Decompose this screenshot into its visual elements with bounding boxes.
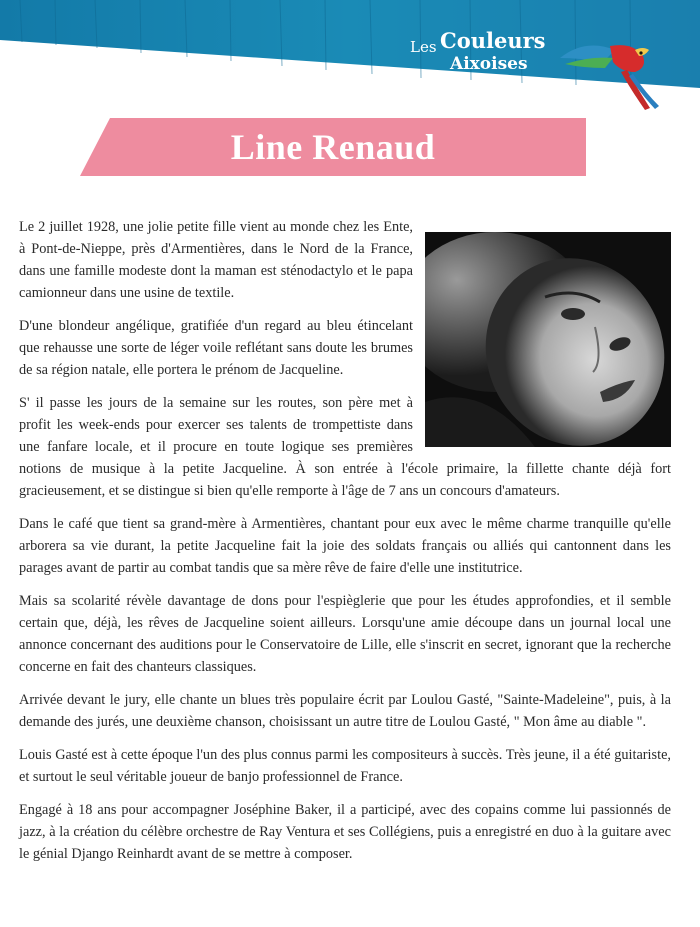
paragraph-5: Mais sa scolarité révèle davantage de dons pour l'espièglerie que pour les études approfondies, et il semble certain que, déjà, les rêves de Jacqueline soient ailleurs. Lorsqu'une amie découpe dans un journal local une annonce concernant des auditions pour le Conservatoire de Lille, elle s'inscrit en secret, ignorant que la recherche concerne en fait des chanteurs classiques. bbox=[19, 593, 671, 675]
paragraph-2: D'une blondeur angélique, gratifiée d'un regard au bleu étincelant que rehausse une sorte de léger voile reflétant sans doute les brumes de sa région natale, elle portera le prénom de Jacqueline. bbox=[19, 318, 413, 378]
brand-line-aixoises: Aixoises bbox=[450, 54, 528, 74]
page-title: Line Renaud bbox=[230, 127, 436, 167]
article-body bbox=[19, 216, 671, 876]
paragraph-7: Louis Gasté est à cette époque l'un des plus connus parmi les compositeurs à succès. Très jeune, il a été guitariste, et surtout le seul véritable joueur de banjo professionnel de France. bbox=[19, 747, 671, 785]
paragraph-8: Engagé à 18 ans pour accompagner Joséphine Baker, il a participé, avec des copains comme lui passionnés de jazz, à la création du célèbre orchestre de Ray Ventura et ses Collégiens, puis a enregistré en duo à la guitare avec le génial Django Reinhardt avant de se mettre à composer. bbox=[19, 802, 671, 862]
portrait-photo bbox=[425, 232, 671, 447]
brand-line-les: Les bbox=[410, 38, 437, 56]
paragraph-3: S' il passe les jours de la semaine sur les routes, son père met à profit les week-ends pour exercer ses talents de trompettiste dans une fanfare locale, et il procure en toute logique ses premières notions de musique à la petite Jacqueline. À son entrée à l'école primaire, la fillette chante déjà fort gracieusement, et se distingue si bien qu'elle remporte à l'âge de 7 ans un concours d'amateurs. bbox=[19, 395, 671, 499]
brand-logo bbox=[410, 22, 560, 82]
parrot-icon bbox=[555, 28, 665, 113]
paragraph-4: Dans le café que tient sa grand-mère à Armentières, chantant pour eux avec le même charme tranquille qu'elle arborera sa vie durant, la petite Jacqueline fait la joie des soldats français ou alliés qui cantonnent dans les parages avant de partir au combat tandis que sa mère rêve de faire d'elle une institutrice. bbox=[19, 516, 671, 576]
paragraph-6: Arrivée devant le jury, elle chante un blues très populaire écrit par Loulou Gasté, "Sainte-Madeleine", puis, à la demande des jurés, une deuxième chanson, choisissant un autre titre de Loulou Gasté, " Mon âme au diable ". bbox=[19, 692, 671, 730]
brand-line-couleurs: Couleurs bbox=[440, 28, 546, 53]
paragraph-1: Le 2 juillet 1928, une jolie petite fille vient au monde chez les Ente, à Pont-de-Nieppe, près d'Armentières, dans le Nord de la France, dans une famille modeste dont la maman est sténodactylo et le papa camionneur dans une usine de textile. bbox=[19, 219, 413, 301]
